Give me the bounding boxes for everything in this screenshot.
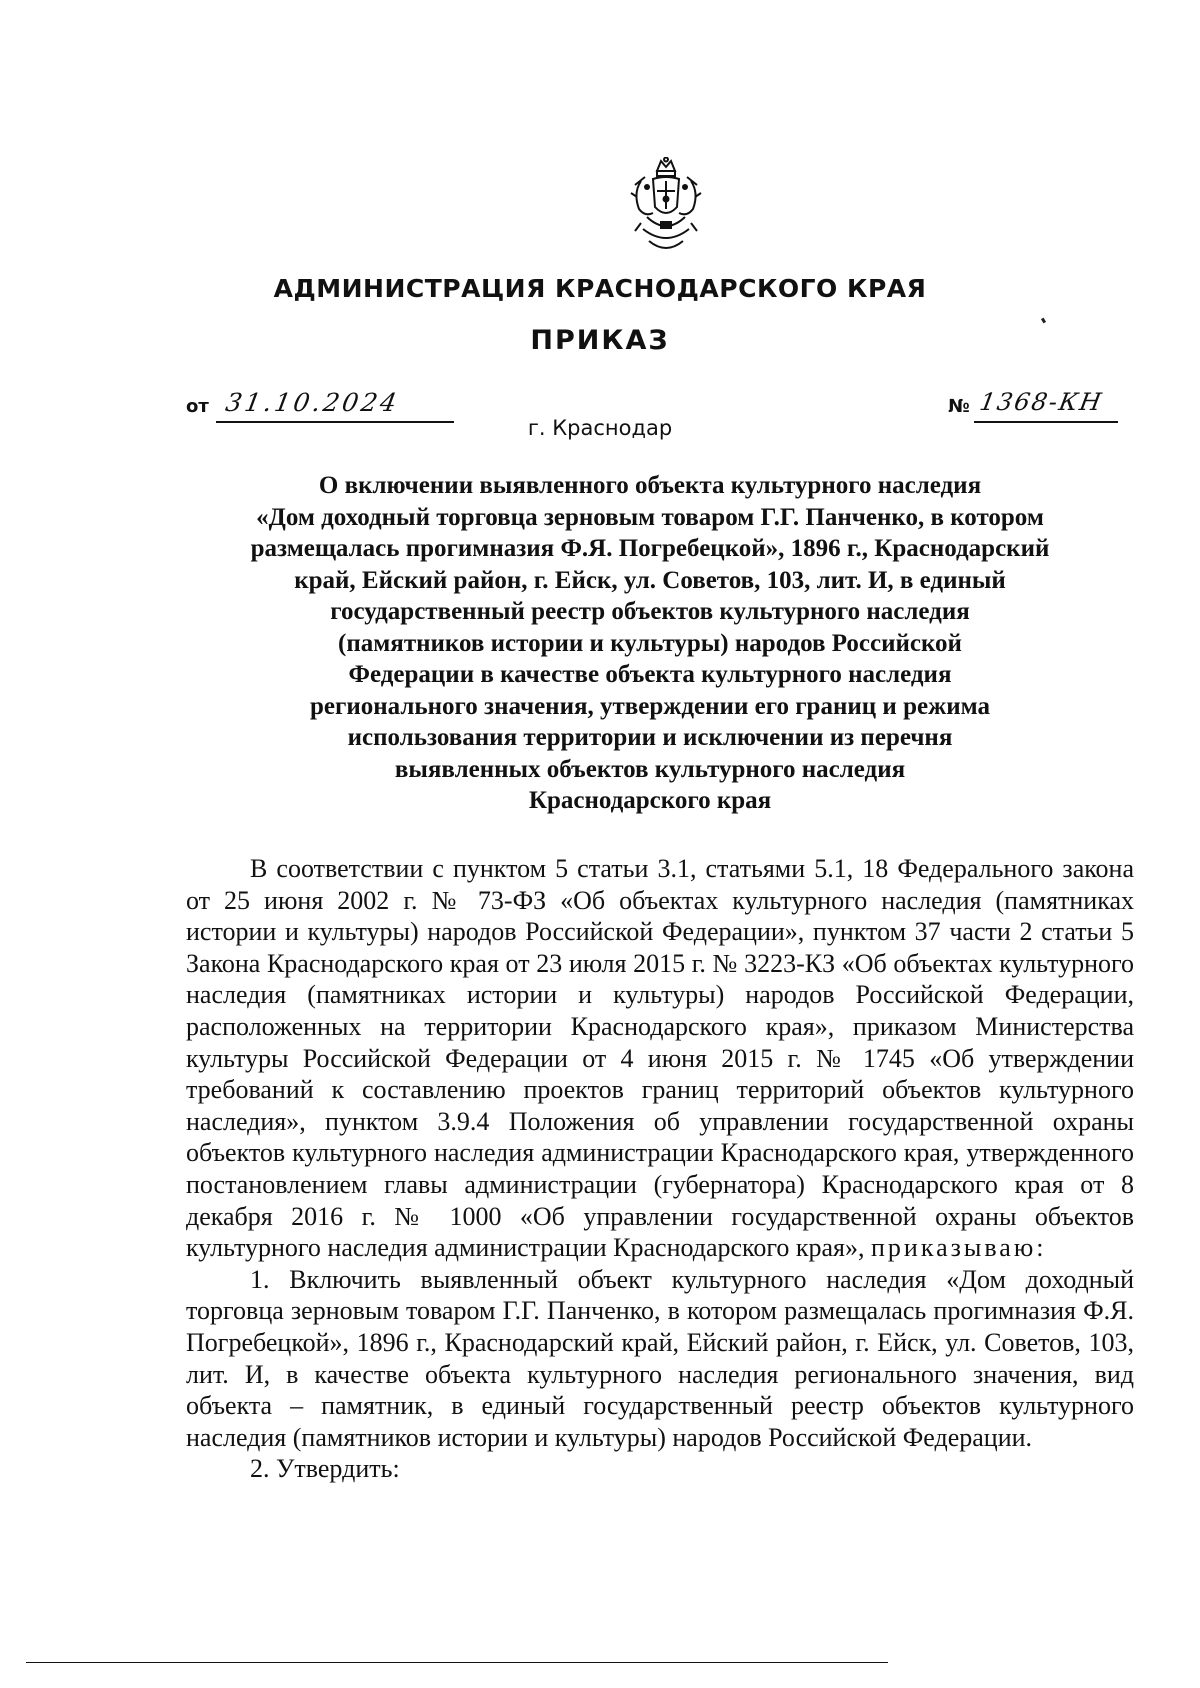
handwritten-date: 31.10.2024 xyxy=(223,388,402,417)
title-line: размещалась прогимназия Ф.Я. Погребецкой», 1896 г., Краснодарский xyxy=(250,535,1050,562)
item-2-paragraph: 2. Утвердить: xyxy=(250,1454,400,1484)
title-line: государственный реестр объектов культурного наследия xyxy=(330,598,970,625)
title-line: выявленных объектов культурного наследия xyxy=(394,755,906,783)
organization-name: АДМИНИСТРАЦИЯ КРАСНОДАРСКОГО КРАЯ xyxy=(273,274,927,303)
title-line: использования территории и исключении из перечня xyxy=(347,724,953,751)
coat-of-arms-icon xyxy=(627,157,705,257)
number-prefix: № xyxy=(948,396,970,417)
document-place: г. Краснодар xyxy=(527,416,673,440)
preamble-paragraph xyxy=(186,853,1134,1264)
document-title xyxy=(190,470,1110,817)
order-word: приказываю: xyxy=(871,1233,1047,1263)
item-1-paragraph: 1. Включить выявленный объект культурного наследия «Дом доходный торговца зерновым товаром Г.Г. Панченко, в котором размещалась прогимназия Ф.Я. Погребецкой», 1896 г., Краснодарский край, Ейский район, г. Ейск, ул. Советов, 103, лит. И, в качестве объекта культурного наследия регионального значения, вид объекта – памятник, в единый государственный реестр объектов культурного наследия (памятников истории и культуры) народов Российской Федерации. xyxy=(186,1264,1134,1452)
stray-mark xyxy=(1041,318,1046,324)
title-line: Краснодарского края xyxy=(528,787,772,814)
title-line: Федерации в качестве объекта культурного наследия xyxy=(348,661,952,688)
title-line: регионального значения, утверждении его границ и режима xyxy=(310,692,990,720)
document-type: ПРИКАЗ xyxy=(530,325,670,356)
preamble-text: В соответствии с пунктом 5 статьи 3.1, статьями 5.1, 18 Федерального закона от 25 июня 2002 г. № 73-ФЗ «Об объектах культурного наследия (памятниках истории и культуры) народов Российской Федерации», пунктом 37 части 2 статьи 5 Закона Краснодарского края от 23 июля 2015 г. № 3223-КЗ «Об объектах культурного наследия (памятниках истории и культуры) народов Российской Федерации, расположенных на территории Краснодарского края», приказом Министерства культуры Российской Федерации от 4 июня 2015 г. № 1745 «Об утверждении требований к составлению проектов границ территорий объектов культурного наследия», пунктом 3.9.4 Положения об управлении государственной охраны объектов культурного наследия администрации Краснодарского края, утвержденного постановлением главы администрации (губернатора) Краснодарского края от 8 декабря 2016 г. № 1000 «Об управлении государственной охраны объектов культурного наследия администрации Краснодарского края», xyxy=(186,854,1134,1263)
document-body xyxy=(186,853,1134,1485)
handwritten-number: 1368-КН xyxy=(977,388,1106,416)
title-line: (памятников истории и культуры) народов Российской xyxy=(338,629,962,657)
title-line: «Дом доходный торговца зерновым товаром Г.Г. Панченко, в котором xyxy=(256,503,1044,531)
footer-rule xyxy=(26,1662,888,1663)
title-line: О включении выявленного объекта культурного наследия xyxy=(318,472,982,499)
title-line: край, Ейский район, г. Ейск, ул. Советов, 103, лит. И, в единый xyxy=(294,566,1006,594)
date-prefix: от xyxy=(186,396,209,417)
